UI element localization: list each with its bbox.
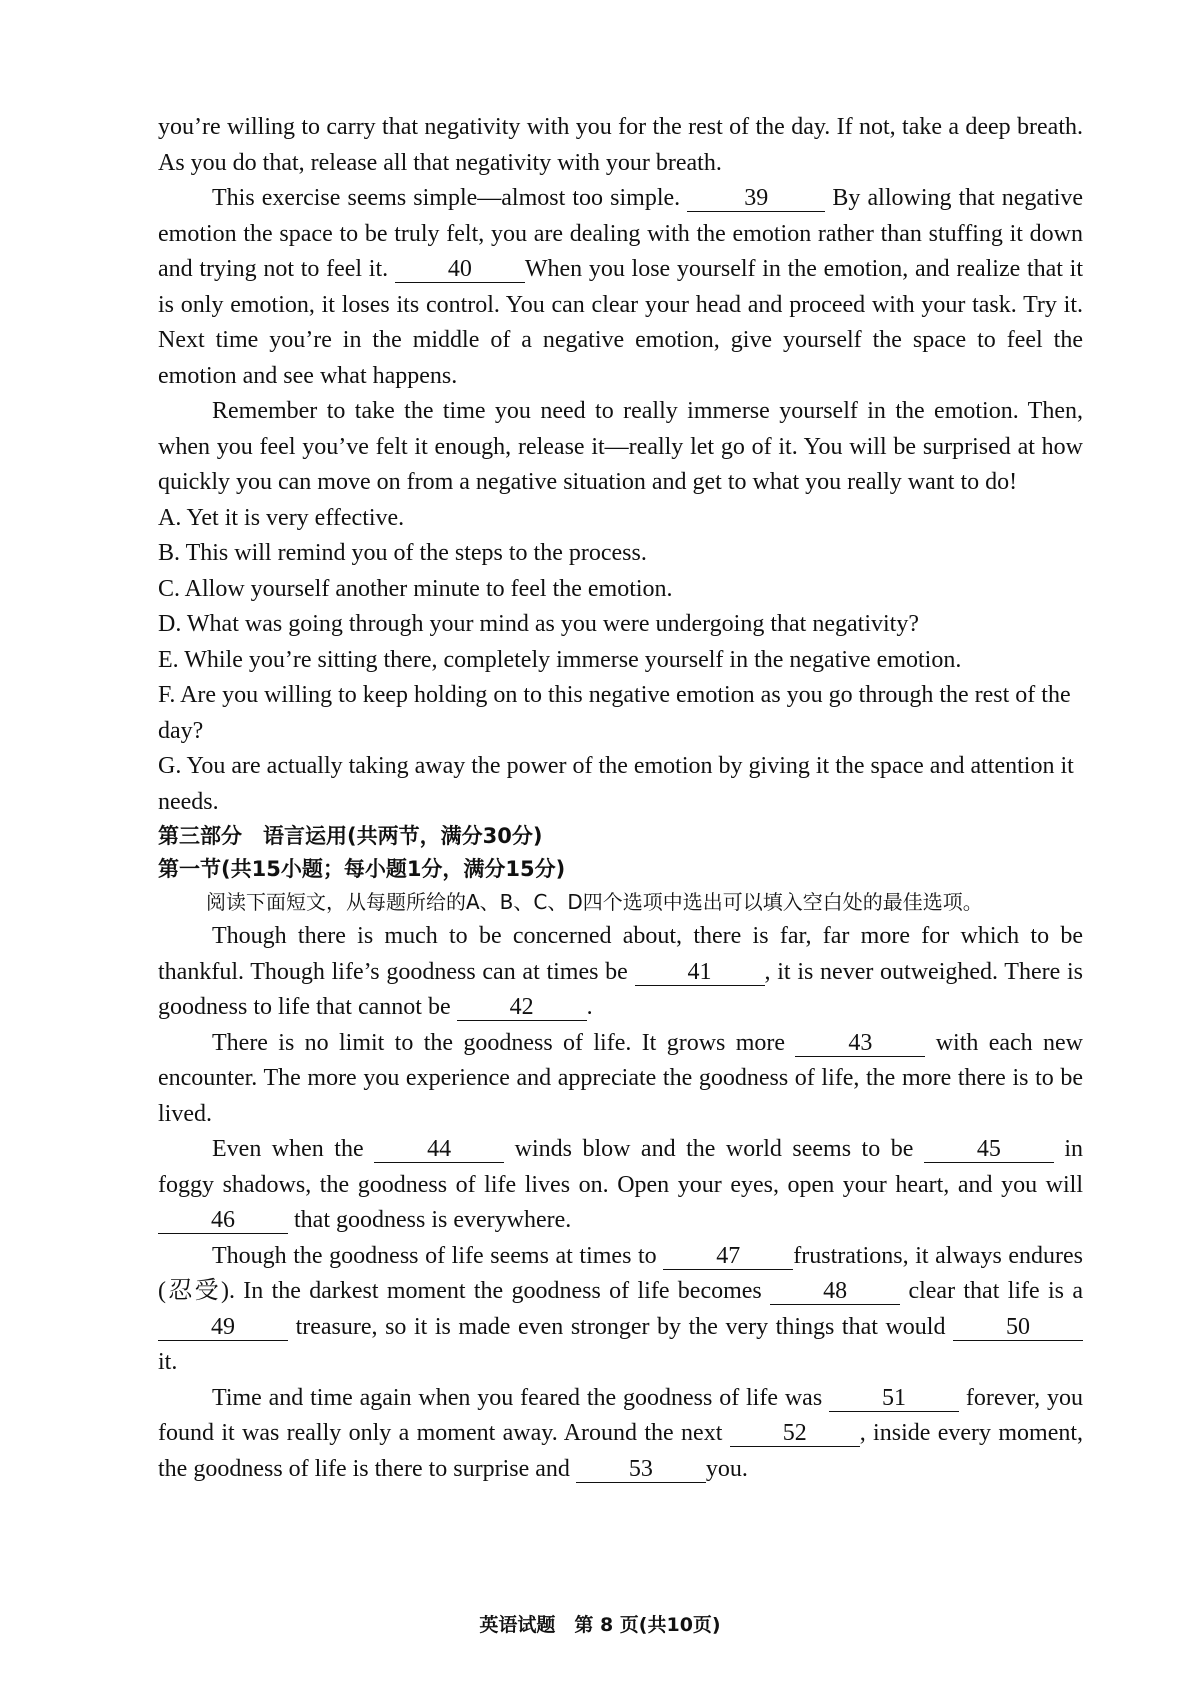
blank-43: 43 xyxy=(795,1030,925,1057)
passage-paragraph xyxy=(158,181,1083,394)
cloze-text: Even when the xyxy=(212,1136,364,1162)
blank-53: 53 xyxy=(576,1456,706,1483)
blank-52: 52 xyxy=(730,1420,860,1447)
blank-39: 39 xyxy=(687,185,825,212)
blank-40: 40 xyxy=(395,256,525,283)
cloze-text: Though the goodness of life seems at times to xyxy=(212,1242,657,1269)
option-g: G. You are actually taking away the power of the emotion by giving it the space and attention it needs. xyxy=(158,753,1074,815)
blank-51: 51 xyxy=(829,1385,959,1412)
option-b: B. This will remind you of the steps to the process. xyxy=(158,540,647,566)
cloze-text: winds blow and the world seems to be xyxy=(514,1136,914,1162)
option-e: E. While you’re sitting there, completely immerse yourself in the negative emotion. xyxy=(158,646,962,673)
blank-44: 44 xyxy=(374,1136,504,1163)
cloze-text: frustrations, it always endures (忍受). In the darkest moment the goodness of life becomes xyxy=(158,1242,1084,1304)
option-d: D. What was going through your mind as you were undergoing that negativity? xyxy=(158,611,919,637)
blank-41: 41 xyxy=(635,959,765,986)
passage-paragraph: you’re willing to carry that negativity with you for the rest of the day. If not, take a deep breath. As you do that, release all that negativity with your breath. xyxy=(158,114,1083,176)
passage-text: When you lose yourself in the emotion, and realize that it is only emotion, it loses its control. You can clear your head and proceed with your task. Try it. Next time you’re in the middle of a negative emotion, give yourself the space to feel the emotion and see what happens. xyxy=(158,256,1083,389)
option-a: A. Yet it is very effective. xyxy=(158,504,405,531)
page-footer: 英语试题 第 8 页(共10页) xyxy=(479,1614,721,1636)
cloze-text: it. xyxy=(158,1349,178,1375)
passage-text: This exercise seems simple—almost too simple. xyxy=(212,185,681,211)
cloze-paragraph xyxy=(158,919,1083,1026)
blank-42: 42 xyxy=(457,994,587,1021)
cloze-text: Though there is much to be concerned about, there is far, far more for which to be thankful. Though life’s goodness can at times be xyxy=(158,923,1083,985)
cloze-text: . xyxy=(586,994,593,1020)
cloze-text: clear that life is a xyxy=(908,1278,1083,1304)
option-f: F. Are you willing to keep holding on to this negative emotion as you go through the rest of the day? xyxy=(158,682,1071,744)
cloze-text: , it is never outweighed. There is goodness to life that cannot be xyxy=(158,958,1083,1020)
cloze-text: There is no limit to the goodness of life. It grows more xyxy=(212,1029,786,1056)
section-instruction: 阅读下面短文，从每题所给的A、B、C、D四个选项中选出可以填入空白处的最佳选项。 xyxy=(206,890,983,914)
cloze-text: that goodness is everywhere. xyxy=(294,1207,572,1233)
blank-45: 45 xyxy=(924,1136,1054,1163)
cloze-text: treasure, so it is made even stronger by the very things that would xyxy=(295,1313,946,1340)
cloze-text: you. xyxy=(705,1455,748,1482)
section-subtitle: 第一节(共15小题；每小题1分，满分15分) xyxy=(158,857,566,881)
blank-46: 46 xyxy=(158,1207,288,1234)
option-c: C. Allow yourself another minute to feel the emotion. xyxy=(158,575,673,602)
cloze-text: with each new encounter. The more you experience and appreciate the goodness of life, the more there is to be lived. xyxy=(158,1029,1083,1127)
cloze-text: forever, you found it was really only a moment away. Around the next xyxy=(158,1384,1083,1446)
cloze-paragraph xyxy=(158,1026,1083,1133)
blank-48: 48 xyxy=(770,1278,900,1305)
cloze-paragraph xyxy=(158,1239,1083,1381)
cloze-paragraph xyxy=(158,1381,1083,1488)
blank-50: 50 xyxy=(953,1314,1083,1341)
cloze-paragraph xyxy=(158,1132,1083,1239)
cloze-text: Time and time again when you feared the goodness of life was xyxy=(212,1384,823,1411)
cloze-text: in foggy shadows, the goodness of life lives on. Open your eyes, open your heart, and you will xyxy=(158,1136,1084,1198)
cloze-text: , inside every moment, the goodness of life is there to surprise and xyxy=(158,1420,1084,1482)
part-title: 第三部分 语言运用(共两节，满分30分) xyxy=(158,824,543,848)
blank-49: 49 xyxy=(158,1314,288,1341)
passage-text: By allowing that negative emotion the space to be truly felt, you are dealing with the emotion rather than stuffing it down and trying not to feel it. xyxy=(158,185,1084,282)
exam-page xyxy=(158,110,1083,1487)
passage-paragraph: Remember to take the time you need to really immerse yourself in the emotion. Then, when you feel you’ve felt it enough, release it—really let go of it. You will be surprised at how quickly you can move on from a negative situation and get to what you really want to do! xyxy=(158,398,1083,495)
blank-47: 47 xyxy=(663,1243,793,1270)
